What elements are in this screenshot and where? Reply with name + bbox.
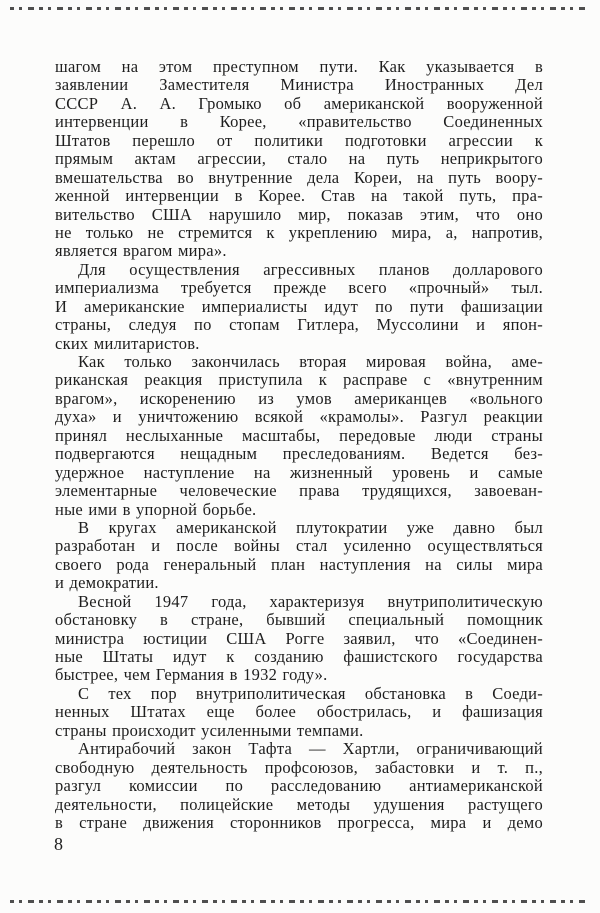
- text-line: удержное наступление на жизненный уровень и самые: [55, 462, 543, 482]
- text-line: И американские империалисты идут по пути фашизации: [55, 296, 543, 316]
- text-line: шагом на этом преступном пути. Как указывается в: [55, 57, 543, 76]
- scan-edge-artifact-top: [10, 7, 590, 10]
- text-line: духа» и уничтожению всякой «крамолы». Разгул реакции: [55, 407, 543, 427]
- text-line: страны, следуя по стопам Гитлера, Муссолини и япон-: [55, 315, 543, 335]
- text-line: Как только закончилась вторая мировая война, аме-: [78, 352, 543, 371]
- text-line: вмешательства во внутренние дела Кореи, на путь воору-: [55, 167, 543, 187]
- text-line: вительство США нарушило мир, показав этим, что оно: [55, 204, 543, 224]
- text-line: не только не стремится к укреплению мира, а, напротив,: [55, 222, 543, 242]
- text-line: С тех пор внутриполитическая обстановка в Соеди-: [78, 683, 543, 703]
- text-line: деятельности, полицейские методы удушения растущего: [55, 794, 543, 814]
- page-number: 8: [54, 834, 63, 854]
- text-line: прямым актам агрессии, стало на путь неприкрытого: [55, 149, 543, 169]
- text-line: и демократии.: [55, 573, 159, 593]
- text-line: принял неслыханные масштабы, передовые люди страны: [55, 425, 543, 445]
- text-line: женной интервенции в Корее. Став на такой путь, пра-: [55, 186, 543, 206]
- text-line: заявлении Заместителя Министра Иностранных Дел: [55, 75, 543, 95]
- text-line: СССР А. А. Громыко об американской вооруженной: [55, 93, 543, 113]
- text-line: обстановку в стране, бывший специальный помощник: [55, 610, 543, 630]
- text-line: министра юстиции США Рогге заявил, что «Соединен-: [55, 628, 543, 648]
- text-line: Штатов перешло от политики подготовки агрессии к: [55, 130, 543, 150]
- text-line: В кругах американской плутократии уже давно был: [78, 517, 543, 537]
- page-text: [55, 58, 543, 832]
- scan-edge-artifact-bottom: [10, 900, 590, 903]
- text-line: ских милитаристов.: [55, 333, 200, 353]
- text-line: в стране движения сторонников прогресса, мира и демо: [55, 812, 543, 832]
- text-line: интервенции в Корее, «правительство Соединенных: [55, 112, 543, 132]
- text-line: империализма требуется прежде всего «прочный» тыл.: [55, 278, 543, 298]
- text-line: Антирабочий закон Тафта — Хартли, ограничивающий: [78, 739, 543, 759]
- text-line: страны происходит усиленными темпами.: [55, 720, 364, 740]
- text-line: ные ими в упорной борьбе.: [55, 499, 257, 519]
- text-line: быстрее, чем Германия в 1932 году».: [55, 665, 328, 685]
- text-line: своего рода генеральный план наступления на силы мира: [55, 554, 543, 574]
- text-line: элементарные человеческие права трудящихся, завоеван-: [55, 481, 543, 501]
- text-line: риканская реакция приступила к расправе с «внутренним: [55, 370, 543, 390]
- text-line: Весной 1947 года, характеризуя внутриполитическую: [78, 591, 543, 611]
- text-line: свободную деятельность профсоюзов, забастовки и т. п.,: [55, 757, 543, 777]
- text-line: является врагом мира».: [55, 241, 227, 261]
- text-line: разработан и после войны стал усиленно осуществляться: [55, 536, 543, 556]
- text-line: подвергаются нещадным преследованиям. Ведется без-: [55, 444, 543, 464]
- text-line: разгул комиссии по расследованию антиамериканской: [55, 776, 543, 796]
- text-line: ненных Штатах еще более обострилась, и фашизация: [55, 702, 543, 722]
- text-line: врагом», искоренению из умов американцев «вольного: [55, 388, 543, 408]
- text-line: ные Штаты идут к созданию фашистского государства: [55, 647, 543, 666]
- text-line: Для осуществления агрессивных планов долларового: [78, 259, 543, 279]
